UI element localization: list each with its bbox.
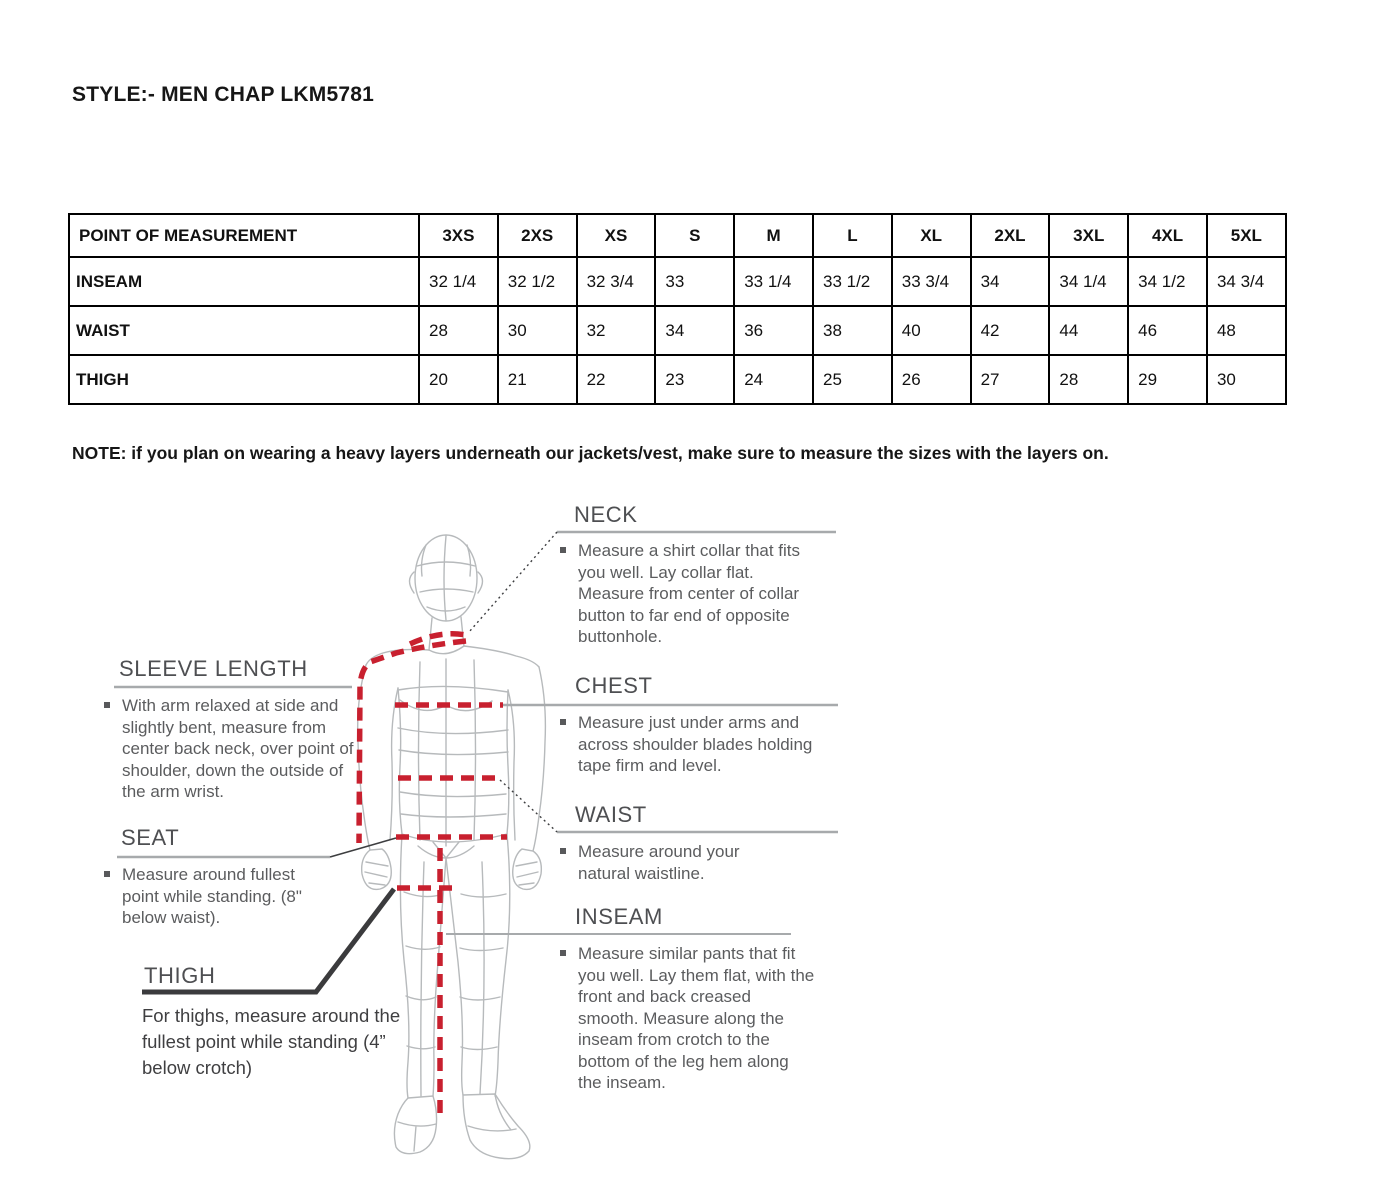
thigh-heading: THIGH xyxy=(144,963,216,988)
size-value-cell: 32 1/4 xyxy=(419,257,498,306)
size-value-cell: 44 xyxy=(1049,306,1128,355)
size-value-cell: 32 3/4 xyxy=(577,257,656,306)
column-header-size: 2XL xyxy=(971,214,1050,257)
column-header-label: POINT OF MEASUREMENT xyxy=(69,214,419,257)
column-header-size: 3XL xyxy=(1049,214,1128,257)
waist-description: Measure around your natural waistline. xyxy=(556,841,778,884)
neck-section xyxy=(574,502,638,528)
size-value-cell: 20 xyxy=(419,355,498,404)
chest-heading: CHEST xyxy=(575,673,653,698)
inseam-section xyxy=(575,904,663,930)
style-title: STYLE:- MEN CHAP LKM5781 xyxy=(72,83,374,106)
size-value-cell: 21 xyxy=(498,355,577,404)
seat-section xyxy=(121,825,179,851)
size-value-cell: 32 1/2 xyxy=(498,257,577,306)
column-header-size: 3XS xyxy=(419,214,498,257)
thigh-section xyxy=(144,963,215,989)
column-header-size: XS xyxy=(577,214,656,257)
size-value-cell: 33 1/4 xyxy=(734,257,813,306)
size-value-cell: 33 1/2 xyxy=(813,257,892,306)
size-value-cell: 48 xyxy=(1207,306,1286,355)
size-value-cell: 34 xyxy=(655,306,734,355)
size-value-cell: 25 xyxy=(813,355,892,404)
size-value-cell: 23 xyxy=(655,355,734,404)
inseam-description: Measure similar pants that fit you well. Lay them flat, with the front and back creased smooth. Measure along the inseam from crotch to the bottom of the leg hem along the inseam. xyxy=(556,943,816,1094)
bullet-icon xyxy=(560,547,566,553)
chest-description: Measure just under arms and across shoulder blades holding tape firm and level. xyxy=(556,712,814,777)
size-value-cell: 42 xyxy=(971,306,1050,355)
column-header-size: M xyxy=(734,214,813,257)
size-value-cell: 28 xyxy=(1049,355,1128,404)
size-value-cell: 38 xyxy=(813,306,892,355)
sleeve-measure-line xyxy=(359,641,466,843)
neck-description: Measure a shirt collar that fits you well. Lay collar flat. Measure from center of collar button to far end of opposite buttonhole. xyxy=(556,540,802,648)
column-header-size: XL xyxy=(892,214,971,257)
bullet-icon xyxy=(560,950,566,956)
seat-description: Measure around fullest point while standing. (8" below waist). xyxy=(100,864,332,929)
size-value-cell: 40 xyxy=(892,306,971,355)
size-value-cell: 29 xyxy=(1128,355,1207,404)
size-value-cell: 34 3/4 xyxy=(1207,257,1286,306)
size-value-cell: 32 xyxy=(577,306,656,355)
thigh-description: For thighs, measure around the fullest point while standing (4” below crotch) xyxy=(142,1005,401,1078)
neck-heading: NECK xyxy=(574,502,638,527)
waist-heading: WAIST xyxy=(575,802,647,827)
sleeve-length-heading: SLEEVE LENGTH xyxy=(119,656,308,681)
chest-section xyxy=(575,673,653,699)
bullet-icon xyxy=(104,702,110,708)
column-header-size: 4XL xyxy=(1128,214,1207,257)
size-value-cell: 34 1/2 xyxy=(1128,257,1207,306)
size-value-cell: 27 xyxy=(971,355,1050,404)
size-value-cell: 36 xyxy=(734,306,813,355)
size-value-cell: 30 xyxy=(498,306,577,355)
size-value-cell: 33 xyxy=(655,257,734,306)
size-value-cell: 30 xyxy=(1207,355,1286,404)
size-value-cell: 22 xyxy=(577,355,656,404)
note-text: NOTE: if you plan on wearing a heavy layers underneath our jackets/vest, make sure to measure the sizes with the layers on. xyxy=(72,443,1109,463)
size-value-cell: 46 xyxy=(1128,306,1207,355)
size-value-cell: 34 xyxy=(971,257,1050,306)
column-header-size: L xyxy=(813,214,892,257)
row-label: INSEAM xyxy=(69,257,419,306)
size-value-cell: 34 1/4 xyxy=(1049,257,1128,306)
size-value-cell: 26 xyxy=(892,355,971,404)
inseam-heading: INSEAM xyxy=(575,904,663,929)
sleeve-length-section xyxy=(119,656,308,682)
sleeve-length-description: With arm relaxed at side and slightly bent, measure from center back neck, over point of shoulder, down the outside of the arm wrist. xyxy=(100,695,360,803)
size-value-cell: 33 3/4 xyxy=(892,257,971,306)
column-header-size: S xyxy=(655,214,734,257)
column-header-size: 2XS xyxy=(498,214,577,257)
row-label: THIGH xyxy=(69,355,419,404)
column-header-size: 5XL xyxy=(1207,214,1286,257)
size-value-cell: 28 xyxy=(419,306,498,355)
seat-heading: SEAT xyxy=(121,825,180,850)
size-value-cell: 24 xyxy=(734,355,813,404)
row-label: WAIST xyxy=(69,306,419,355)
waist-section xyxy=(575,802,647,828)
bullet-icon xyxy=(560,848,566,854)
bullet-icon xyxy=(104,871,110,877)
bullet-icon xyxy=(560,719,566,725)
